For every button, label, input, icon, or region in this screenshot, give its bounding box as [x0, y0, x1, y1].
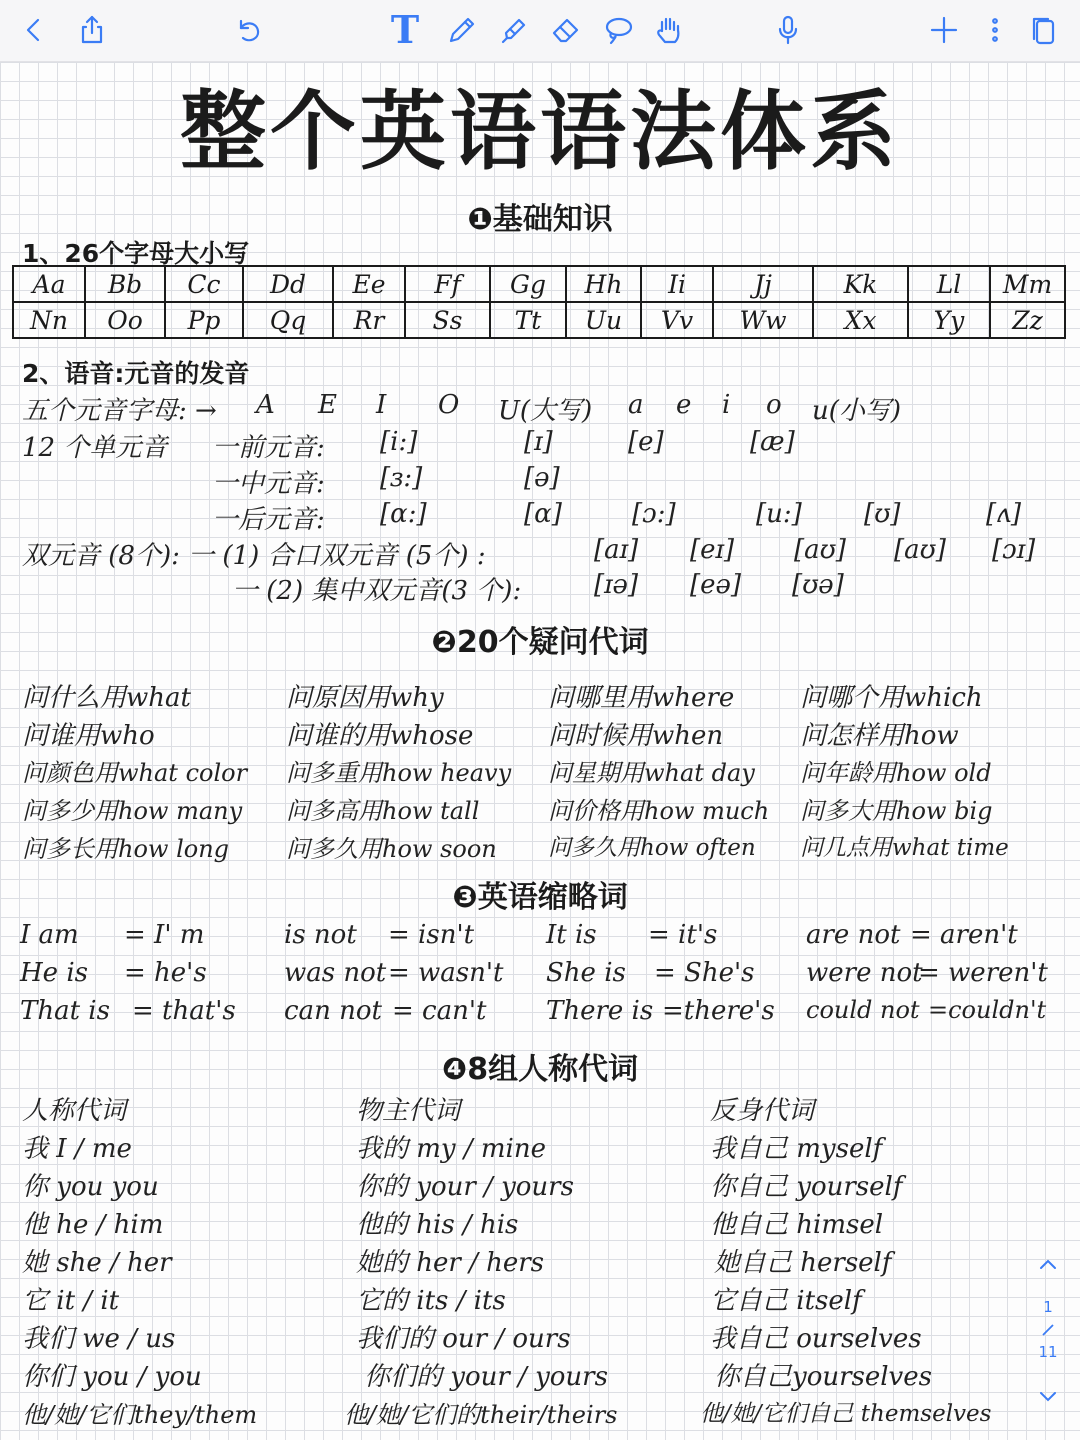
table-row: 它 it / it: [22, 1286, 120, 1316]
list-item: 问多久用how often: [548, 835, 756, 861]
page-total: 11: [1038, 1343, 1058, 1361]
letter-cell: Ii: [641, 266, 713, 302]
vowel-letter: e: [676, 390, 692, 420]
letter-cell: Oo: [85, 302, 165, 338]
chevron-down-icon[interactable]: [1035, 1386, 1061, 1406]
contraction-short: = can't: [392, 996, 487, 1026]
table-row: 他/她/它们自己 themselves: [700, 1401, 992, 1427]
table-row: 他 he / him: [22, 1210, 164, 1240]
chevron-up-icon[interactable]: [1035, 1255, 1061, 1275]
vowel-letter: o: [766, 390, 782, 420]
back-icon[interactable]: [14, 10, 54, 50]
list-item: 问多少用how many: [22, 797, 243, 825]
list-item: 问谁的用whose: [286, 721, 474, 751]
table-row: 她的 her / hers: [356, 1248, 545, 1278]
contraction-short: =there's: [662, 996, 775, 1026]
contraction-full: I am: [20, 920, 79, 950]
vowel-letter: u(小写): [812, 396, 902, 426]
letter-cell: Pp: [165, 302, 243, 338]
pronoun-header: 物主代词: [356, 1096, 461, 1126]
phoneme: [ʊə]: [792, 570, 844, 600]
table-row: 你的 your / yours: [356, 1172, 574, 1202]
letter-cell: Hh: [566, 266, 641, 302]
centering-diphthong-label: 一 (2) 集中双元音(3 个):: [232, 576, 522, 606]
hand-icon[interactable]: [649, 10, 689, 50]
add-icon[interactable]: [924, 10, 964, 50]
table-row: 我们的 our / ours: [356, 1324, 571, 1354]
phoneme: [æ]: [750, 427, 795, 457]
table-row: 你 you you: [22, 1172, 159, 1202]
table-row: 它的 its / its: [356, 1286, 506, 1316]
list-item: 问价格用how much: [548, 797, 770, 825]
list-item: 问时候用when: [548, 721, 724, 751]
lasso-icon[interactable]: [598, 10, 638, 50]
phoneme: [ʊ]: [864, 499, 901, 529]
pronoun-header: 反身代词: [710, 1096, 815, 1126]
more-icon[interactable]: [975, 10, 1015, 50]
table-row: 她 she / her: [22, 1248, 172, 1278]
list-item: 问年龄用how old: [800, 759, 992, 787]
contraction-short: = I' m: [124, 920, 205, 950]
section-title-contractions: ❸英语缩略词: [452, 880, 628, 915]
contraction-full: was not: [284, 958, 387, 988]
contraction-full: can not: [284, 996, 382, 1026]
table-row: 你们的 your / yours: [364, 1362, 608, 1392]
table-row: 我 I / me: [22, 1134, 132, 1164]
single-vowels-label: 12 个单元音: [22, 433, 168, 463]
letter-cell: Tt: [490, 302, 566, 338]
contraction-short: =couldn't: [928, 996, 1047, 1024]
letter-cell: Jj: [713, 266, 813, 302]
contraction-full: There is: [546, 996, 654, 1026]
pen-icon[interactable]: [442, 10, 482, 50]
letter-cell: Vv: [641, 302, 713, 338]
list-item: 问多久用how soon: [286, 835, 497, 863]
phonetics-title: 2、语音:元音的发音: [22, 359, 250, 388]
list-item: 问原因用why: [286, 683, 444, 713]
page-current: 1: [1043, 1298, 1053, 1316]
list-item: 问星期用what day: [548, 759, 755, 787]
phoneme: [ɪ]: [524, 427, 553, 457]
table-row: 我自己 ourselves: [710, 1324, 922, 1354]
pages-icon[interactable]: [1024, 10, 1064, 50]
letter-row-lower: [13, 302, 1065, 338]
page-separator-icon: [1040, 1322, 1056, 1338]
table-row: 他/她/它们they/them: [22, 1401, 258, 1429]
phoneme: [ɔ:]: [632, 499, 676, 529]
list-item: 问多重用how heavy: [286, 759, 512, 787]
front-vowels-label: 一前元音:: [212, 433, 325, 463]
letter-cell: Ee: [333, 266, 405, 302]
letter-table: [12, 265, 1066, 339]
table-row: 我自己 myself: [710, 1134, 883, 1164]
letter-cell: Kk: [813, 266, 908, 302]
letter-cell: Bb: [85, 266, 165, 302]
mic-icon[interactable]: [768, 10, 808, 50]
vowel-letter: O: [438, 390, 460, 420]
vowel-letter: I: [376, 390, 387, 420]
letter-cell: Nn: [13, 302, 85, 338]
eraser-icon[interactable]: [546, 10, 586, 50]
table-row: 他的 his / his: [356, 1210, 519, 1240]
contraction-short: = it's: [648, 920, 718, 950]
list-item: 问怎样用how: [800, 721, 959, 751]
phoneme: [i:]: [380, 427, 418, 457]
contraction-short: = aren't: [910, 920, 1018, 950]
vowel-letter: a: [628, 390, 644, 420]
section-title-question-words: ❷20个疑问代词: [431, 625, 649, 660]
letter-cell: Ll: [908, 266, 990, 302]
letter-cell: Rr: [333, 302, 405, 338]
contraction-short: = he's: [124, 958, 207, 988]
letter-cell: Xx: [813, 302, 908, 338]
table-row: 她自己 herself: [714, 1248, 892, 1278]
letter-cell: Ss: [405, 302, 490, 338]
phoneme: [eɪ]: [690, 535, 734, 565]
letter-cell: Cc: [165, 266, 243, 302]
table-row: 他自己 himsel: [710, 1210, 884, 1240]
vowel-letter: A: [256, 390, 275, 420]
contraction-full: are not: [806, 920, 901, 950]
letter-cell: Uu: [566, 302, 641, 338]
table-row: 我的 my / mine: [356, 1134, 546, 1164]
section-title-basics: ❶基础知识: [467, 202, 613, 237]
table-row: 你自己 yourself: [710, 1172, 903, 1202]
list-item: 问哪个用which: [800, 683, 983, 713]
diphthong-label: 双元音 (8个): 一 (1) 合口双元音 (5个) :: [22, 541, 486, 571]
phoneme: [ɔɪ]: [992, 535, 1036, 565]
contraction-full: That is: [20, 996, 110, 1026]
table-row: 我们 we / us: [22, 1324, 176, 1354]
list-item: 问多大用how big: [800, 797, 993, 825]
letter-cell: Ff: [405, 266, 490, 302]
back-vowels-label: 一后元音:: [212, 505, 325, 535]
vowel-letter: i: [722, 390, 731, 420]
list-item: 问多高用how tall: [286, 797, 480, 825]
letter-cell: Mm: [990, 266, 1065, 302]
contraction-full: She is: [546, 958, 626, 988]
letter-cell: Gg: [490, 266, 566, 302]
list-item: 问什么用what: [22, 683, 191, 713]
table-row: 它自己 itself: [710, 1286, 862, 1316]
phoneme: [ɪə]: [594, 570, 638, 600]
contraction-short: = She's: [654, 958, 755, 988]
undo-icon[interactable]: [228, 10, 268, 50]
highlighter-icon[interactable]: [494, 10, 534, 50]
mid-vowels-label: 一中元音:: [212, 469, 325, 499]
contraction-full: were not: [806, 958, 923, 988]
letter-cell: Yy: [908, 302, 990, 338]
pronoun-header: 人称代词: [22, 1096, 127, 1126]
contraction-short: = weren't: [918, 958, 1048, 988]
phoneme: [ə]: [524, 463, 560, 493]
list-item: 问几点用what time: [800, 835, 1009, 861]
phoneme: [aɪ]: [594, 535, 639, 565]
contraction-full: could not: [806, 996, 920, 1024]
table-row: 他/她/它们的their/theirs: [344, 1401, 618, 1429]
list-item: 问哪里用where: [548, 683, 735, 713]
letter-cell: Dd: [243, 266, 333, 302]
phoneme: [eə]: [690, 570, 742, 600]
phoneme: [aʊ]: [894, 535, 946, 565]
letter-cell: Ww: [713, 302, 813, 338]
phoneme: [u:]: [756, 499, 802, 529]
letter-row-upper: [13, 266, 1065, 302]
phoneme: [ɜ:]: [380, 463, 423, 493]
vowel-letter: U(大写): [498, 396, 593, 426]
contraction-short: = that's: [132, 996, 236, 1026]
contraction-short: = wasn't: [388, 958, 504, 988]
contraction-full: It is: [546, 920, 597, 950]
phoneme: [ɑ]: [524, 499, 562, 529]
list-item: 问多长用how long: [22, 835, 230, 863]
contraction-full: He is: [20, 958, 88, 988]
text-tool-icon[interactable]: T: [390, 7, 420, 52]
letter-cell: Qq: [243, 302, 333, 338]
vowel-letter: E: [318, 390, 337, 420]
phoneme: [e]: [628, 427, 664, 457]
five-vowels-label: 五个元音字母: →: [22, 396, 217, 426]
letters-title: 1、26个字母大小写: [22, 239, 250, 268]
share-icon[interactable]: [72, 10, 112, 50]
letter-cell: Aa: [13, 266, 85, 302]
table-row: 你自己yourselves: [714, 1362, 932, 1392]
list-item: 问谁用who: [22, 721, 155, 751]
table-row: 你们 you / you: [22, 1362, 202, 1392]
letter-cell: Zz: [990, 302, 1065, 338]
page-title: 整个英语语法体系: [180, 82, 900, 182]
contraction-full: is not: [284, 920, 357, 950]
section-title-pronouns: ❹8组人称代词: [441, 1052, 639, 1087]
phoneme: [aʊ]: [794, 535, 846, 565]
list-item: 问颜色用what color: [22, 759, 248, 787]
phoneme: [ʌ]: [986, 499, 1021, 529]
toolbar: [0, 0, 1080, 62]
contraction-short: = isn't: [388, 920, 475, 950]
phoneme: [ɑ:]: [380, 499, 427, 529]
